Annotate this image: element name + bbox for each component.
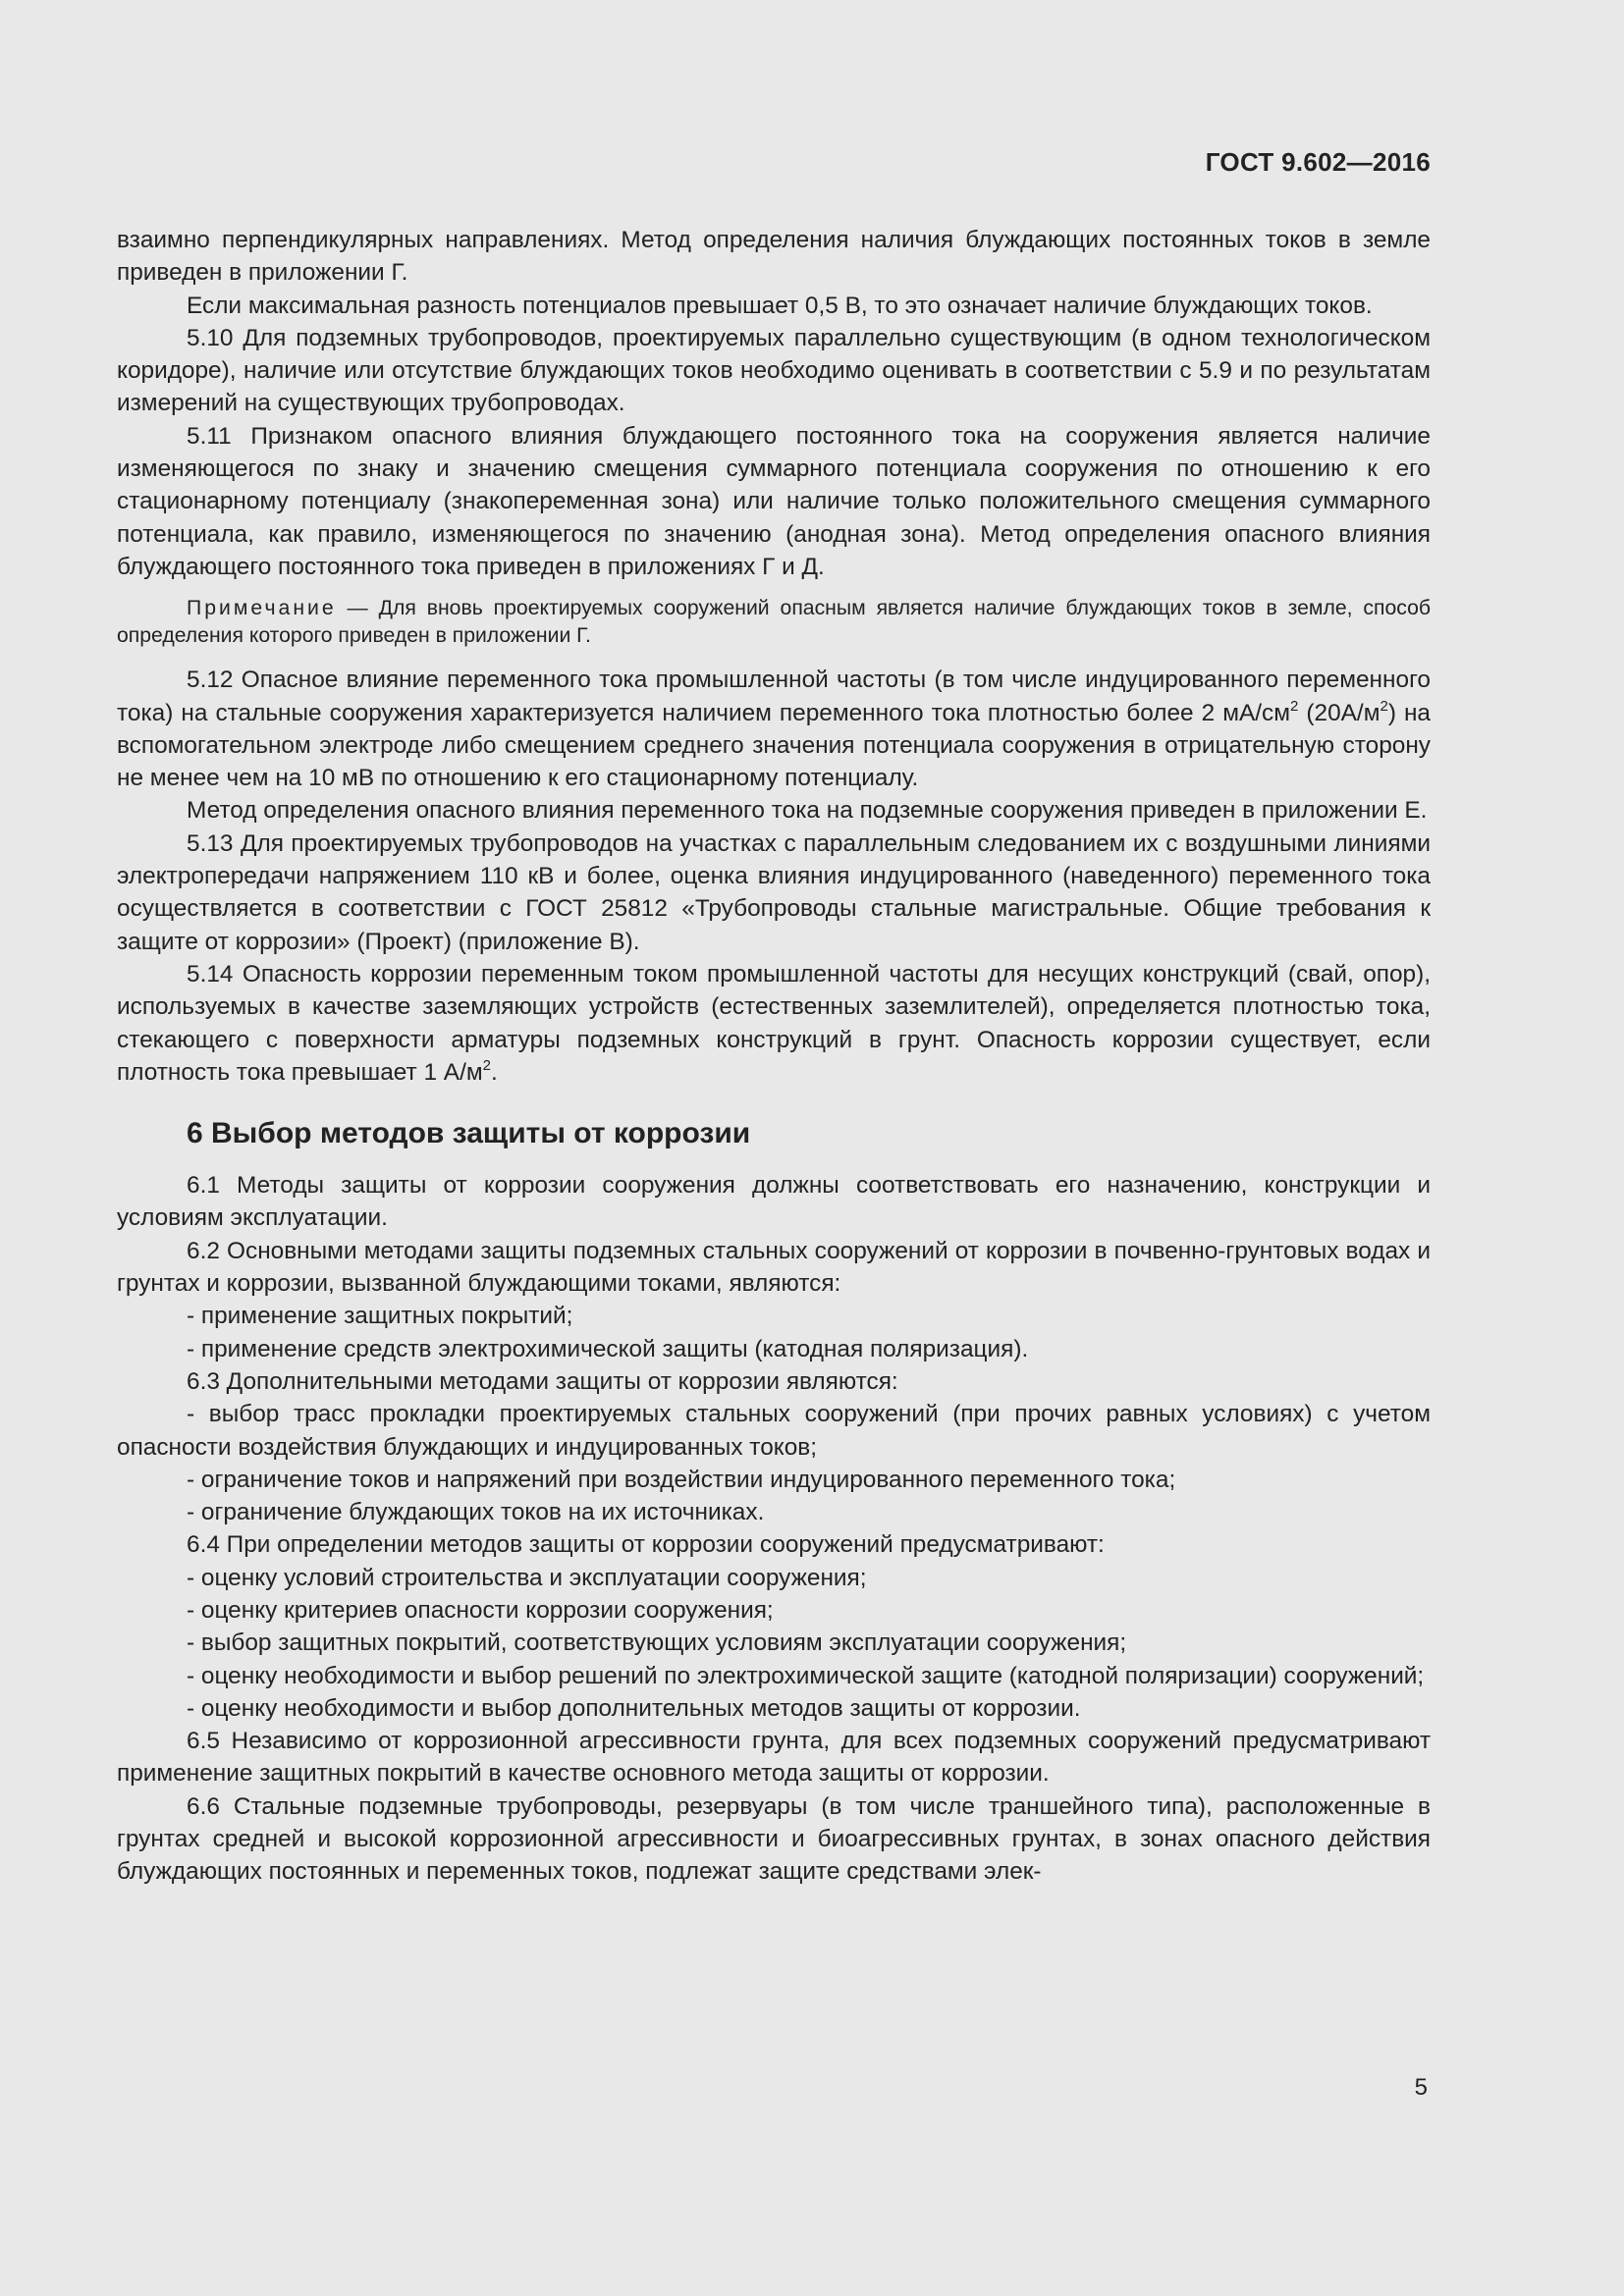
note-text: — Для вновь проектируемых сооружений опасным является наличие блуждающих токов в земле, способ определения которого приведен в приложении Г. <box>117 597 1431 648</box>
superscript: 2 <box>482 1056 491 1074</box>
note <box>117 595 1431 650</box>
list-item: - ограничение блуждающих токов на их источниках. <box>187 1499 765 1526</box>
list-item: - выбор трасс прокладки проектируемых стальных сооружений (при прочих равных условиях) с учетом опасности воздействия блуждающих и индуцированных токов; <box>117 1401 1431 1461</box>
clause-6-4: 6.4 При определении методов защиты от коррозии сооружений предусматривают: <box>187 1531 1105 1559</box>
clause-6-5: 6.5 Независимо от коррозионной агрессивности грунта, для всех подземных сооружений предусматривают применение защитных покрытий в качестве основного метода защиты от коррозии. <box>117 1728 1431 1788</box>
note-label: Примечание <box>187 597 337 620</box>
clause-5-11: 5.11 Признаком опасного влияния блуждающего постоянного тока на сооружения является наличие изменяющегося по знаку и значению смещения суммарного потенциала сооружения по отношению к его стационарному потенциалу (знакопеременная зона) или наличие только положительного смещения суммарного потенциала, как правило, изменяющегося по значению (анодная зона). Метод определения опасного влияния блуждающего постоянного тока приведен в приложениях Г и Д. <box>117 422 1431 580</box>
list-item: - оценку условий строительства и эксплуатации сооружения; <box>187 1564 867 1591</box>
superscript: 2 <box>1290 697 1299 715</box>
document-header: ГОСТ 9.602—2016 <box>1205 147 1431 177</box>
list-item: - оценку необходимости и выбор дополнительных методов защиты от коррозии. <box>187 1694 1081 1722</box>
clause-5-14-text: 5.14 Опасность коррозии переменным током промышленной частоты для несущих конструкций (свай, опор), используемых в качестве заземляющих устройств (естественных заземлителей), определяется плотностью тока, стекающего с поверхности арматуры подземных конструкций в грунт. Опасность коррозии существует, если плотность тока превышает 1 А/м <box>117 960 1431 1086</box>
list-item: - применение защитных покрытий; <box>187 1303 573 1330</box>
clause-6-1: 6.1 Методы защиты от коррозии сооружения должны соответствовать его назначению, конструкции и условиям эксплуатации. <box>117 1172 1431 1232</box>
clause-5-12-part-c: ) на вспомогательном электроде либо смещением среднего значения потенциала сооружения в отрицательную сторону не менее чем на 10 мВ по отношению к его стационарному потенциалу. <box>117 699 1432 792</box>
paragraph: Если максимальная разность потенциалов превышает 0,5 В, то это означает наличие блуждающих токов. <box>187 292 1373 319</box>
clause-5-14 <box>117 958 1431 1089</box>
list-item: - оценку необходимости и выбор решений по электрохимической защите (катодной поляризации) сооружений; <box>187 1662 1425 1689</box>
clause-5-12-part-a: 5.12 Опасное влияние переменного тока промышленной частоты (в том числе индуцированного переменного тока) на стальные сооружения характеризуется наличием переменного тока плотностью более 2 мА/см <box>117 667 1431 726</box>
superscript: 2 <box>1380 697 1388 715</box>
section-heading: 6 Выбор методов защиты от коррозии <box>187 1117 751 1150</box>
clause-6-2: 6.2 Основными методами защиты подземных стальных сооружений от коррозии в почвенно-грунтовых водах и грунтах и коррозии, вызванной блуждающими токами, являются: <box>117 1237 1431 1298</box>
clause-6-3: 6.3 Дополнительными методами защиты от коррозии являются: <box>187 1367 898 1395</box>
document-body <box>117 224 1431 1889</box>
list-item: - применение средств электрохимической защиты (катодная поляризация). <box>187 1335 1029 1362</box>
clause-5-10: 5.10 Для подземных трубопроводов, проектируемых параллельно существующим (в одном технологическом коридоре), наличие или отсутствие блуждающих токов необходимо оценивать в соответствии с 5.9 и по результатам измерений на существующих трубопроводах. <box>117 324 1431 417</box>
list-item: - выбор защитных покрытий, соответствующих условиям эксплуатации сооружения; <box>187 1629 1127 1657</box>
paragraph: Метод определения опасного влияния переменного тока на подземные сооружения приведен в приложении Е. <box>187 797 1428 825</box>
clause-6-6: 6.6 Стальные подземные трубопроводы, резервуары (в том числе траншейного типа), расположенные в грунтах средней и высокой коррозионной агрессивности и биоагрессивных грунтах, в зонах опасного действия блуждающих постоянных и переменных токов, подлежат защите средствами элек- <box>117 1792 1431 1886</box>
paragraph: взаимно перпендикулярных направлениях. Метод определения наличия блуждающих постоянных токов в земле приведен в приложении Г. <box>117 227 1431 287</box>
clause-5-12-part-b: (20А/м <box>1298 699 1380 726</box>
clause-5-12 <box>117 664 1431 794</box>
page-number: 5 <box>1414 2074 1428 2101</box>
list-item: - оценку критериев опасности коррозии сооружения; <box>187 1596 774 1624</box>
clause-5-14-end: . <box>490 1058 498 1086</box>
list-item: - ограничение токов и напряжений при воздействии индуцированного переменного тока; <box>187 1466 1176 1493</box>
clause-5-13: 5.13 Для проектируемых трубопроводов на участках с параллельным следованием их с воздушными линиями электропередачи напряжением 110 кВ и более, оценка влияния индуцированного (наведенного) переменного тока осуществляется в соответствии с ГОСТ 25812 «Трубопроводы стальные магистральные. Общие требования к защите от коррозии» (Проект) (приложение В). <box>117 829 1431 955</box>
